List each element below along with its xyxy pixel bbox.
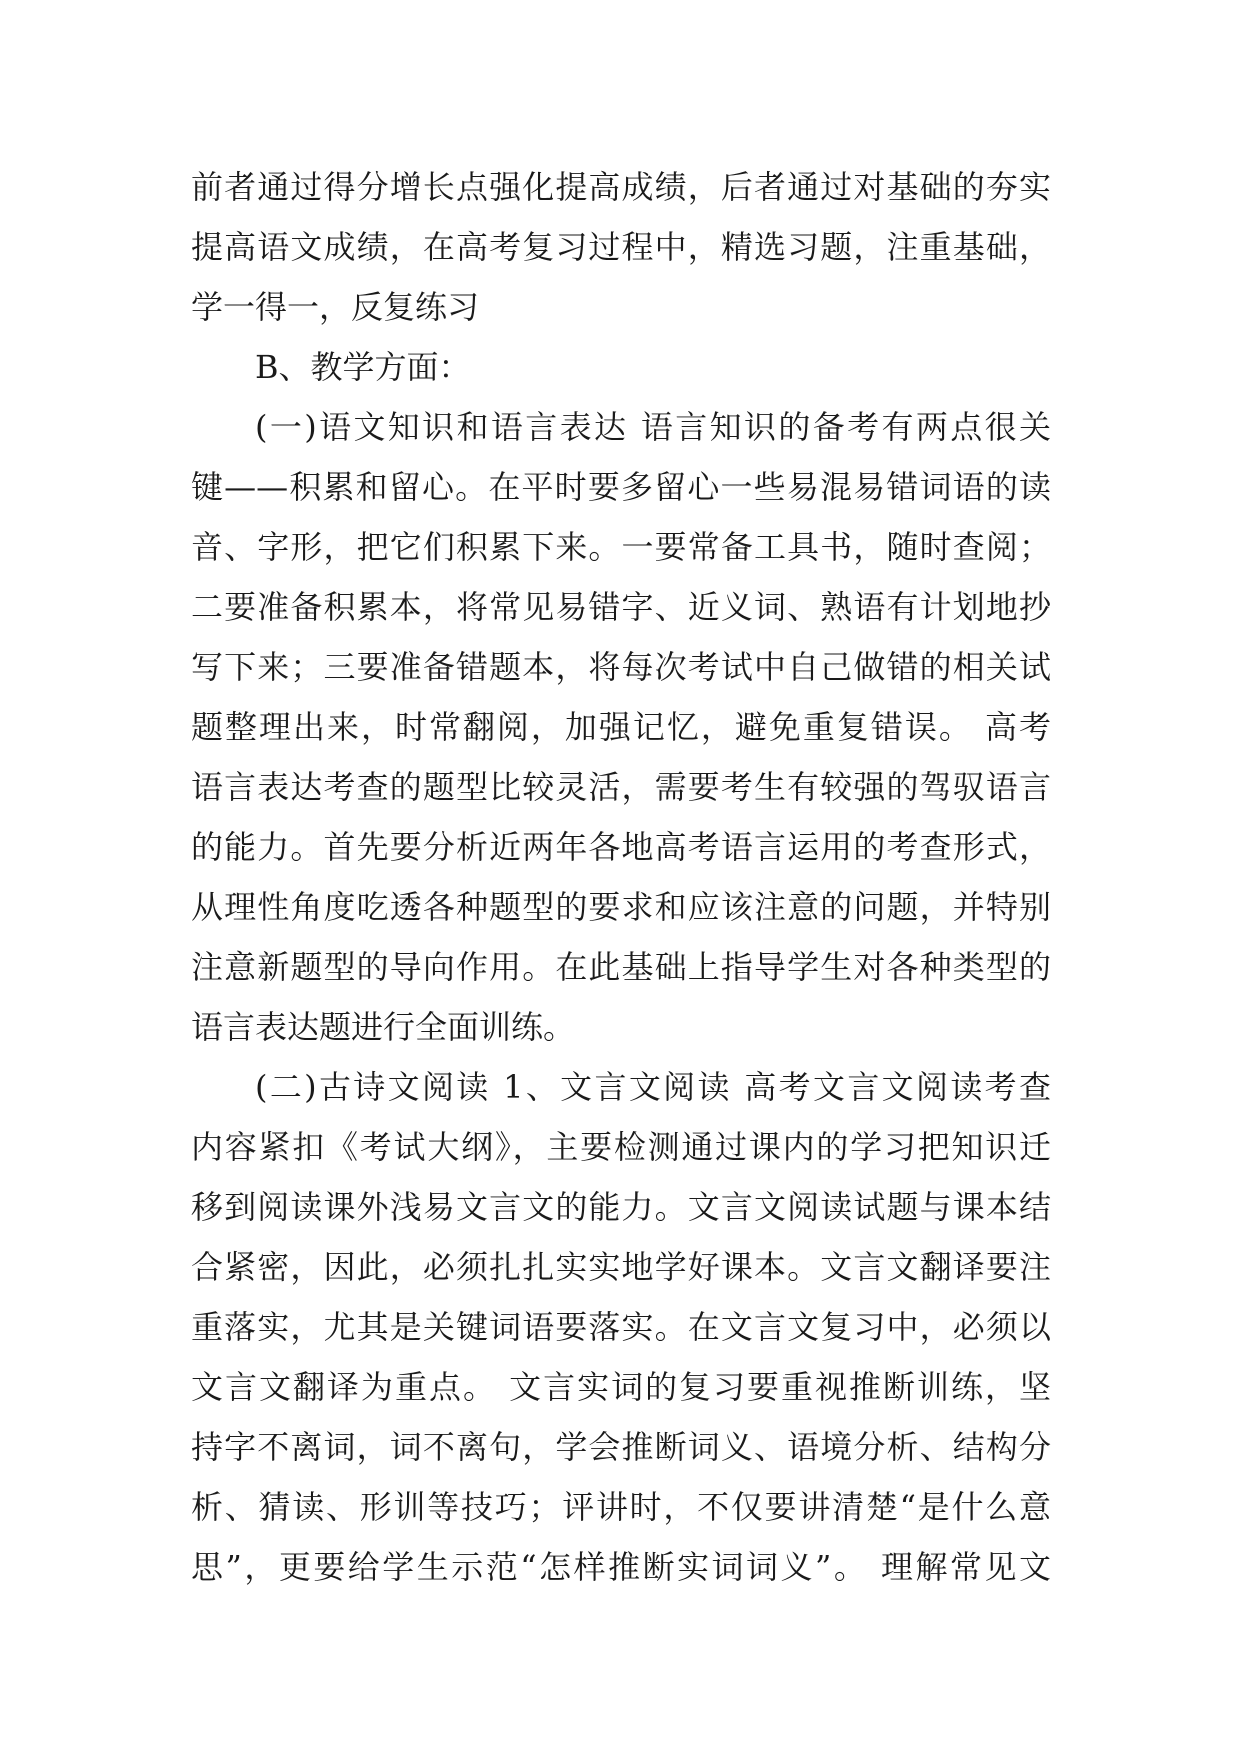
text-line: 注意新题型的导向作用。在此基础上指导学生对各种类型的 bbox=[191, 948, 1051, 986]
text-line: 持字不离词，词不离句，学会推断词义、语境分析、结构分 bbox=[191, 1428, 1051, 1466]
text-line: 文言文翻译为重点。 文言实词的复习要重视推断训练，坚 bbox=[191, 1368, 1051, 1406]
text-line: 的能力。首先要分析近两年各地高考语言运用的考查形式， bbox=[191, 828, 1051, 866]
text-line: 二要准备积累本，将常见易错字、近义词、熟语有计划地抄 bbox=[191, 588, 1051, 626]
text-line: 音、字形，把它们积累下来。一要常备工具书，随时查阅； bbox=[191, 528, 1051, 566]
text-line: (一)语文知识和语言表达 语言知识的备考有两点很关 bbox=[255, 408, 1051, 446]
text-line: 前者通过得分增长点强化提高成绩，后者通过对基础的夯实 bbox=[191, 168, 1051, 206]
text-line: 析、猜读、形训等技巧；评讲时，不仅要讲清楚“是什么意 bbox=[191, 1488, 1051, 1526]
text-line: 思”，更要给学生示范“怎样推断实词词义”。 理解常见文 bbox=[191, 1548, 1051, 1586]
text-line: 移到阅读课外浅易文言文的能力。文言文阅读试题与课本结 bbox=[191, 1188, 1051, 1226]
section-heading: B、教学方面： bbox=[255, 348, 471, 386]
text-line: 语言表达考查的题型比较灵活，需要考生有较强的驾驭语言 bbox=[191, 768, 1051, 806]
text-line: 写下来；三要准备错题本，将每次考试中自己做错的相关试 bbox=[191, 648, 1051, 686]
text-line: 内容紧扣《考试大纲》，主要检测通过课内的学习把知识迁 bbox=[191, 1128, 1051, 1166]
text-line: 题整理出来，时常翻阅，加强记忆，避免重复错误。 高考 bbox=[191, 708, 1051, 746]
text-line: 语言表达题进行全面训练。 bbox=[191, 1008, 576, 1046]
text-line: 学一得一，反复练习 bbox=[191, 288, 480, 326]
text-line: 重落实，尤其是关键词语要落实。在文言文复习中，必须以 bbox=[191, 1308, 1051, 1346]
text-line: (二)古诗文阅读 1、文言文阅读 高考文言文阅读考查 bbox=[255, 1068, 1051, 1106]
text-line: 键——积累和留心。在平时要多留心一些易混易错词语的读 bbox=[191, 468, 1051, 506]
text-line: 合紧密，因此，必须扎扎实实地学好课本。文言文翻译要注 bbox=[191, 1248, 1051, 1286]
text-line: 从理性角度吃透各种题型的要求和应该注意的问题，并特别 bbox=[191, 888, 1051, 926]
text-line: 提高语文成绩，在高考复习过程中，精选习题，注重基础， bbox=[191, 228, 1051, 266]
